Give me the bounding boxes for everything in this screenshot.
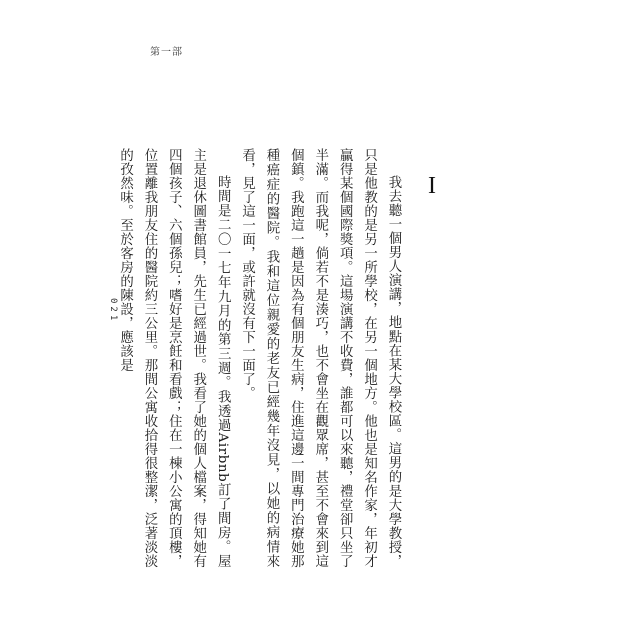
chapter-numeral: I [428, 173, 436, 199]
running-head: 第一部 [150, 47, 183, 58]
paragraph: 我去聽一個男人演講，地點在某大學校區。這男的是大學教授，只是他教的是另一所學校，在另一個地方。他也是知名作家，年初才贏得某個國際獎項。這場演講不收費，誰都可以來聽，禮堂卻只坐了半滿。而我呢，倘若不是湊巧，也不會坐在觀眾席，甚至不會來到這個鎮。我跑這一趟是因為有個朋友生病，住進這邊一間專門治療她那種癌症的醫院。我和這位親愛的老友已經幾年沒見，以她的病情來看，見了這一面，或許就沒有下一面了。 [239, 148, 401, 568]
paragraph: 時間是二〇一七年九月的第三週。我透過Airbnb訂了間房。屋主是退休圖書館員，先生已經過世。我看了她的個人檔案，得知她有四個孩子、六個孫兒；嗜好是烹飪和看戲；住在一棟小公寓的頂樓，位置離我朋友住的醫院約三公里。那間公寓收拾得很整潔，泛著淡淡的孜然味。至於客房的陳設，應該是 [117, 148, 231, 568]
page-number: 021 [108, 298, 118, 324]
body-text [117, 148, 405, 568]
